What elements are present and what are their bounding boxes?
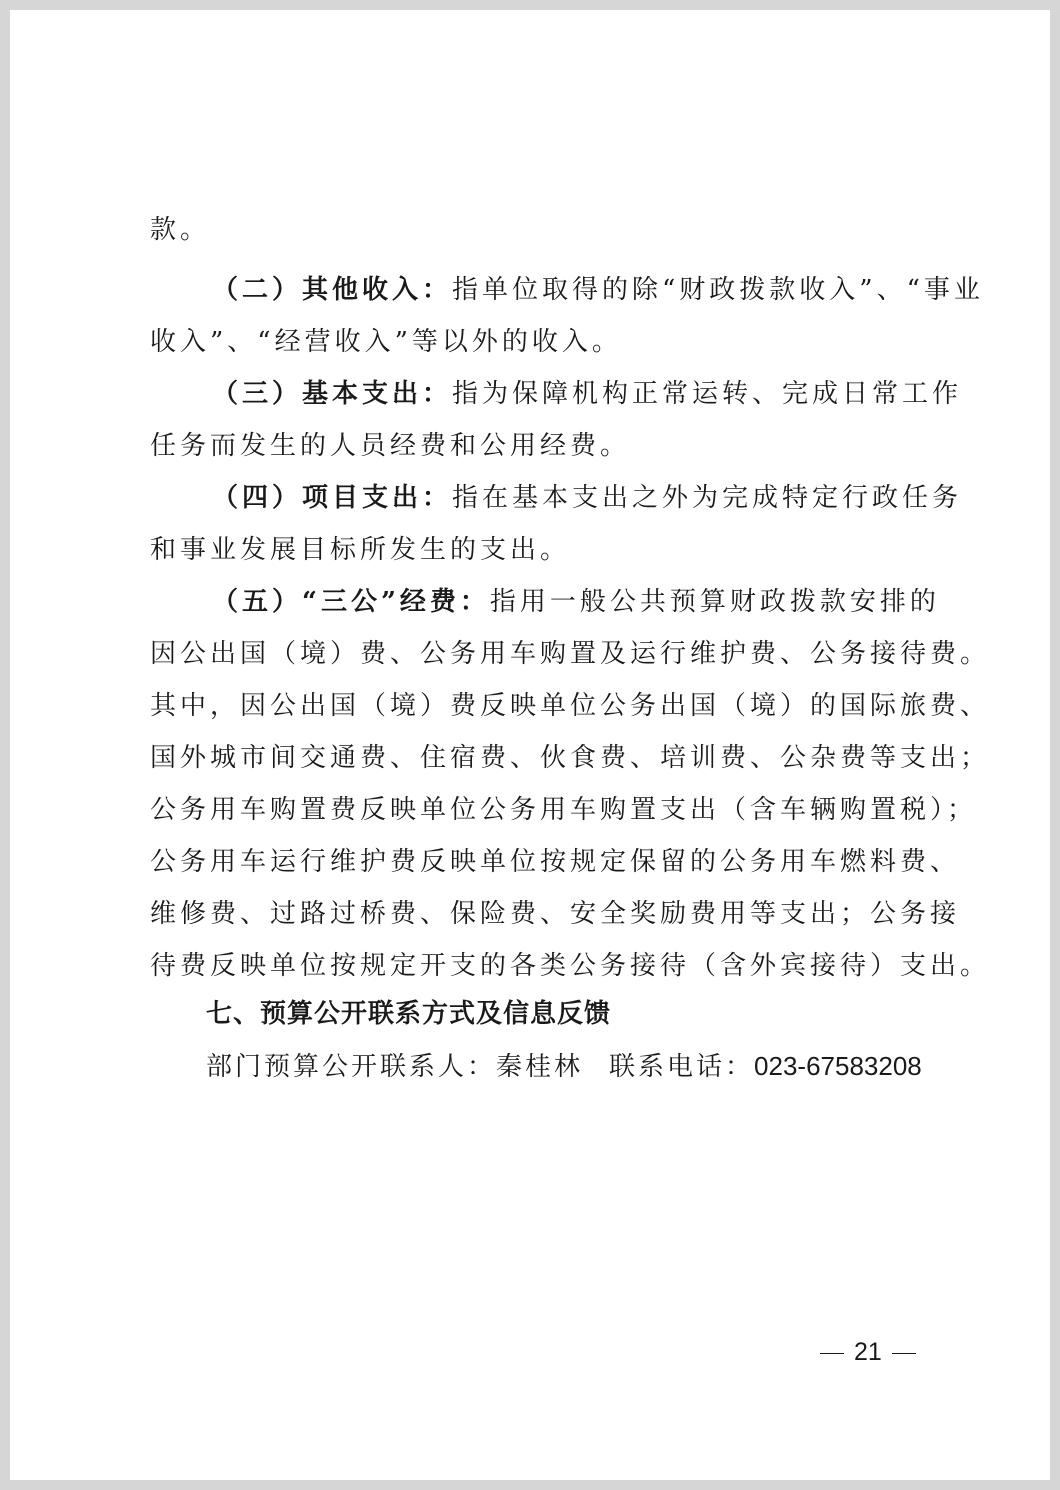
contact-line [150, 1048, 996, 1085]
contact-phone-label: 联系电话： [609, 1052, 755, 1082]
dash-left [820, 1353, 844, 1355]
term-label: （二）其他收入： [212, 275, 453, 305]
contact-person-label: 部门预算公开联系人： [206, 1052, 497, 1082]
text-line: 和事业发展目标所发生的支出。 [150, 535, 571, 565]
term-label: （三）基本支出： [212, 379, 453, 409]
text-line: 待费反映单位按规定开支的各类公务接待（含外宾接待）支出。 [150, 951, 991, 981]
text-line: 维修费、过路过桥费、保险费、安全奖励费用等支出；公务接 [150, 899, 961, 929]
contact-phone: 023-67583208 [754, 1051, 922, 1081]
document-page [10, 10, 1050, 1480]
term-label: （五）“三公”经费： [212, 587, 490, 617]
text-line: 收入”、“经营收入”等以外的收入。 [150, 327, 622, 357]
contact-person: 秦桂林 [496, 1052, 584, 1082]
text-line: 任务而发生的人员经费和公用经费。 [150, 431, 631, 461]
definition-three-public-funds [150, 584, 1002, 620]
text-line: 公务用车运行维护费反映单位按规定保留的公务用车燃料费、 [150, 847, 961, 877]
term-text: 指用一般公共预算财政拨款安排的 [489, 587, 940, 617]
text-line: 因公出国（境）费、公务用车购置及运行维护费、公务接待费。 [150, 639, 991, 669]
page-number-value: 21 [854, 1338, 882, 1366]
text-line: 公务用车购置费反映单位公务用车购置支出（含车辆购置税）； [150, 795, 978, 825]
definition-basic-expenditure [150, 376, 1002, 412]
page-number [810, 1336, 926, 1368]
text-line: 国外城市间交通费、住宿费、伙食费、培训费、公杂费等支出； [150, 743, 991, 773]
definition-project-expenditure [150, 480, 1002, 516]
term-text: 指在基本支出之外为完成特定行政任务 [452, 483, 963, 513]
definition-other-income [150, 272, 1002, 308]
term-text: 指为保障机构正常运转、完成日常工作 [452, 379, 963, 409]
term-label: （四）项目支出： [212, 483, 453, 513]
dash-right [892, 1353, 916, 1355]
term-text: 指单位取得的除“财政拨款收入”、“事业 [452, 275, 984, 305]
text-line: 款。 [150, 215, 211, 245]
section-heading: 七、预算公开联系方式及信息反馈 [206, 999, 612, 1029]
text-line: 其中，因公出国（境）费反映单位公务出国（境）的国际旅费、 [150, 691, 991, 721]
